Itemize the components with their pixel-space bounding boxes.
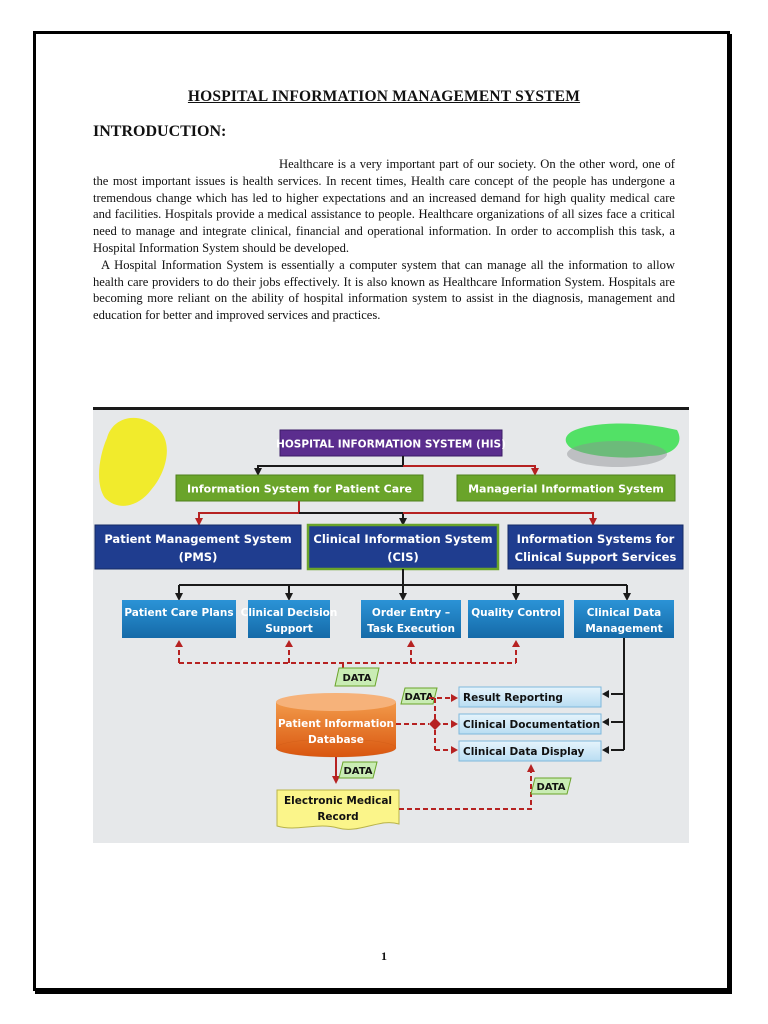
module-patient-care-plans-label: Patient Care Plans [124, 607, 234, 619]
module-order-entry-line-1: Order Entry – [371, 607, 451, 619]
his-diagram [93, 407, 689, 843]
emr-label-line-1: Electronic Medical [283, 795, 393, 807]
module-clinical-data-line-1: Clinical Data [586, 607, 662, 619]
data-tag-lower-left-label: DATA [343, 766, 373, 777]
module-clinical-decision-line-1: Clinical Decision [240, 607, 338, 619]
managerial-label: Managerial Information System [468, 482, 664, 496]
intro-paragraph-2: A Hospital Information System is essentially a computer system that can manage all the information to allow health care providers to do their jobs effectively. It is also known as Healthcare Information System. Hospitals are becoming more reliant on the ability of hospital information system to assist in the diagnosis, management and education for better and improved services and practices. [93, 257, 675, 323]
result-reporting-label: Result Reporting [463, 692, 563, 704]
cis-label-line-2: (CIS) [387, 550, 419, 564]
data-tag-middle-label: DATA [404, 692, 434, 703]
module-quality-control-label: Quality Control [471, 607, 561, 619]
output-arrowheads [451, 694, 458, 754]
pms-label-line-2: (PMS) [178, 550, 218, 564]
pms-label-line-1: Patient Management System [104, 532, 292, 546]
decorative-grey-shape [567, 441, 667, 467]
support-label-line-1: Information Systems for [516, 532, 675, 546]
intro-heading: INTRODUCTION: [93, 123, 227, 140]
intro-paragraph-1: Healthcare is a very important part of our society. On the other word, one of the most important issues is health services. In recent times, Health care concept of the people has undergone a tremendous change which has led to higher expectations and an increased demand for high quality medical care and facilities. Hospitals provide a medical assistance to people. Healthcare organizations of all sizes face a critical need to manage and integrate clinical, financial and operational information. In order to accomplish this task, a Hospital Information System should be developed. [93, 157, 675, 255]
module-clinical-decision-line-2: Support [265, 623, 313, 635]
emr-label-line-2: Record [317, 811, 359, 823]
support-label-line-2: Clinical Support Services [514, 550, 677, 564]
his-managerial-connector [403, 466, 535, 474]
intro-body [93, 156, 675, 324]
database-label-line-1: Patient Information [277, 718, 395, 730]
modules-arrowheads [175, 640, 520, 647]
module-order-entry-line-2: Task Execution [367, 623, 455, 635]
cdm-feed-line [611, 638, 624, 750]
emr-to-display-arrowhead [527, 764, 535, 772]
care-to-cis-connector [299, 513, 403, 524]
his-diagram-svg [93, 410, 689, 843]
data-tag-lower-right-label: DATA [536, 782, 566, 793]
cis-bus-line [179, 569, 627, 585]
module-patient-care-plans [122, 600, 236, 638]
his-label: HOSPITAL INFORMATION SYSTEM (HIS) [276, 438, 506, 451]
module-clinical-data-line-2: Management [585, 623, 663, 635]
his-connector [258, 456, 403, 474]
cdm-feed-arrowheads [602, 690, 609, 754]
care-to-pms-connector [199, 501, 299, 524]
page-number: 1 [381, 949, 387, 963]
data-tag-top-label: DATA [342, 673, 372, 684]
connector-diamond [429, 718, 441, 730]
patient-care-label: Information System for Patient Care [186, 482, 413, 496]
emr-to-display-link [399, 770, 531, 809]
care-to-support-connector [403, 513, 593, 524]
document-title: HOSPITAL INFORMATION MANAGEMENT SYSTEM [187, 88, 581, 105]
clinical-documentation-label: Clinical Documentation [463, 719, 601, 731]
yellow-highlight-mark [99, 418, 167, 506]
database-output-links [396, 698, 453, 750]
module-quality-control [468, 600, 564, 638]
cis-label-line-1: Clinical Information System [313, 532, 493, 546]
clinical-data-display-label: Clinical Data Display [463, 746, 585, 758]
database-label-line-2: Database [308, 734, 364, 746]
